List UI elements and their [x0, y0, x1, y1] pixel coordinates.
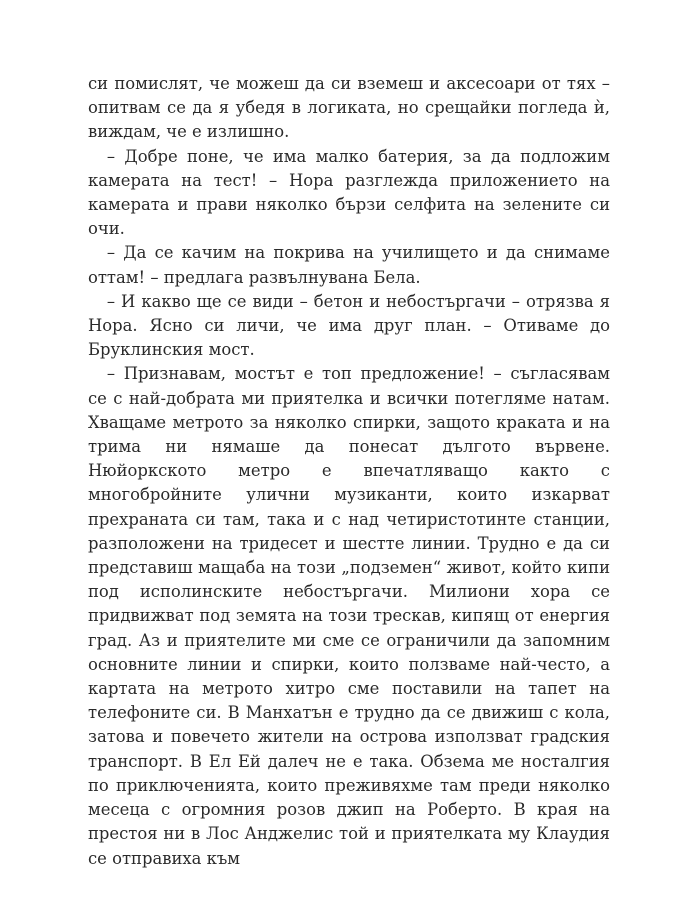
paragraph-dialogue-1: – Добре поне, че има малко батерия, за да подложим камерата на тест! – Нора разглежда приложението на камерата и прави няколко бързи селфита на зелените си очи. [88, 146, 610, 239]
book-page [88, 72, 610, 871]
paragraph-dialogue-3: – И какво ще се види – бетон и небостъргачи – отрязва я Нора. Ясно си личи, че има друг план. – Отиваме до Бруклинския мост. [88, 291, 610, 360]
paragraph-continuation: си помислят, че можеш да си вземеш и аксесоари от тях – опитвам се да я убедя в логиката, но срещайки погледа ѝ, виждам, че е излишно. [88, 74, 610, 142]
paragraph-dialogue-2: – Да се качим на покрива на училището и да снимаме оттам! – предлага развълнувана Бела. [88, 243, 610, 287]
paragraph-dialogue-4: – Признавам, мостът е топ предложение! – съгласявам се с най-добрата ми приятелка и всички потегляме натам. Хващаме метрото за няколко спирки, защото краката и на трима ни нямаше да понесат дългото вървене. Нюйоркското метро е впечатляващо както с многобройните улични музиканти, които изкарват прехраната си там, така и с над четиристотинте станции, разположени на тридесет и шестте линии. Трудно е да си представиш мащаба на този „подземен“ живот, който кипи под исполинските небостъргачи. Милиони хора се придвижват под земята на този трескав, кипящ от енергия град. Аз и приятелите ми сме се ограничили да запомним основните линии и спирки, които ползваме най-често, а картата на метрото хитро сме поставили на тапет на телефоните си. В Манхатън е трудно да се движиш с кола, затова и повечето жители на острова използват градския транспорт. В Ел Ей далеч не е така. Обзема ме носталгия по приключенията, които преживяхме там преди няколко месеца с огромния розов джип на Роберто. В края на престоя ни в Лос Анджелис той и приятелката му Клаудия се отправиха към [88, 364, 610, 868]
